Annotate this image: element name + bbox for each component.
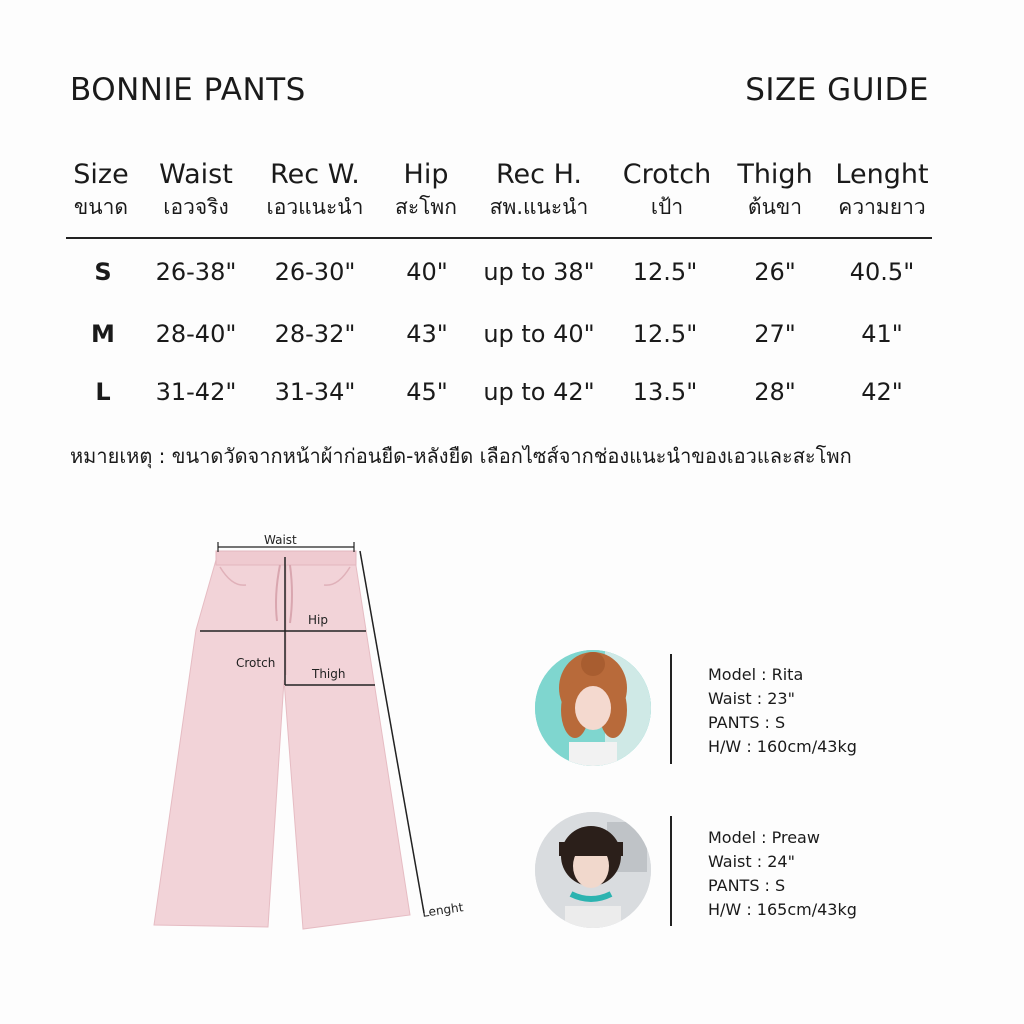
waist-cell: 31-42": [155, 378, 237, 406]
crotch-label: Crotch: [236, 656, 276, 670]
model-divider: [670, 816, 672, 926]
waist-cell: 28-40": [155, 320, 237, 348]
size-cell: L: [95, 378, 111, 406]
hip-label: Hip: [308, 613, 328, 627]
hip-cell: 43": [406, 320, 448, 348]
model-info-rita: [708, 663, 857, 759]
model-waist: Waist : 24": [708, 852, 795, 871]
header-divider: [66, 237, 932, 239]
model-height-weight: H/W : 165cm/43kg: [708, 900, 857, 919]
pants-diagram: [140, 525, 480, 945]
header-length: Lenght ความยาว: [835, 159, 929, 219]
table-row: [0, 320, 1024, 360]
rec-waist-cell: 31-34": [274, 378, 356, 406]
header-waist: Waist เอวจริง: [159, 159, 233, 219]
header-crotch: Crotch เป้า: [622, 159, 712, 219]
model-info-preaw: [708, 826, 857, 922]
rec-hip-cell: up to 42": [483, 378, 595, 406]
header-size: Size ขนาด: [73, 159, 129, 219]
length-label: Lenght: [421, 900, 465, 920]
model-divider: [670, 654, 672, 764]
model-name: Model : Rita: [708, 665, 804, 684]
model-pants-size: PANTS : S: [708, 713, 786, 732]
model-rita-photo: [535, 650, 651, 766]
length-cell: 41": [861, 320, 903, 348]
model-waist: Waist : 23": [708, 689, 795, 708]
avatar: [535, 812, 651, 928]
measurement-note: หมายเหตุ : ขนาดวัดจากหน้าผ้าก่อนยืด-หลังยืด เลือกไซส์จากช่องแนะนำของเอวและสะโพก: [70, 444, 852, 468]
size-guide-title: SIZE GUIDE: [745, 72, 929, 108]
length-cell: 40.5": [849, 258, 915, 286]
crotch-cell: 12.5": [632, 258, 698, 286]
table-row: [0, 258, 1024, 298]
thigh-cell: 27": [754, 320, 796, 348]
hip-cell: 45": [406, 378, 448, 406]
waist-label: Waist: [264, 533, 297, 547]
waist-cell: 26-38": [155, 258, 237, 286]
crotch-cell: 13.5": [632, 378, 698, 406]
thigh-label: Thigh: [312, 667, 346, 681]
rec-waist-cell: 28-32": [274, 320, 356, 348]
model-height-weight: H/W : 160cm/43kg: [708, 737, 857, 756]
header-thigh: Thigh ต้นขา: [737, 159, 813, 219]
pants-illustration: [140, 525, 480, 945]
header-rec-hip: Rec H. สพ.แนะนำ: [489, 159, 589, 219]
size-cell: S: [94, 258, 112, 286]
model-preaw-photo: [535, 812, 651, 928]
model-name: Model : Preaw: [708, 828, 820, 847]
rec-hip-cell: up to 38": [483, 258, 595, 286]
table-row: [0, 378, 1024, 418]
product-title: BONNIE PANTS: [70, 72, 306, 108]
hip-cell: 40": [406, 258, 448, 286]
header-hip: Hip สะโพก: [395, 159, 457, 219]
model-pants-size: PANTS : S: [708, 876, 786, 895]
size-cell: M: [91, 320, 115, 348]
avatar: [535, 650, 651, 766]
rec-waist-cell: 26-30": [274, 258, 356, 286]
crotch-cell: 12.5": [632, 320, 698, 348]
rec-hip-cell: up to 40": [483, 320, 595, 348]
thigh-cell: 26": [754, 258, 796, 286]
table-header: [0, 158, 1024, 228]
header-rec-waist: Rec W. เอวแนะนำ: [266, 159, 364, 219]
thigh-cell: 28": [754, 378, 796, 406]
length-cell: 42": [861, 378, 903, 406]
